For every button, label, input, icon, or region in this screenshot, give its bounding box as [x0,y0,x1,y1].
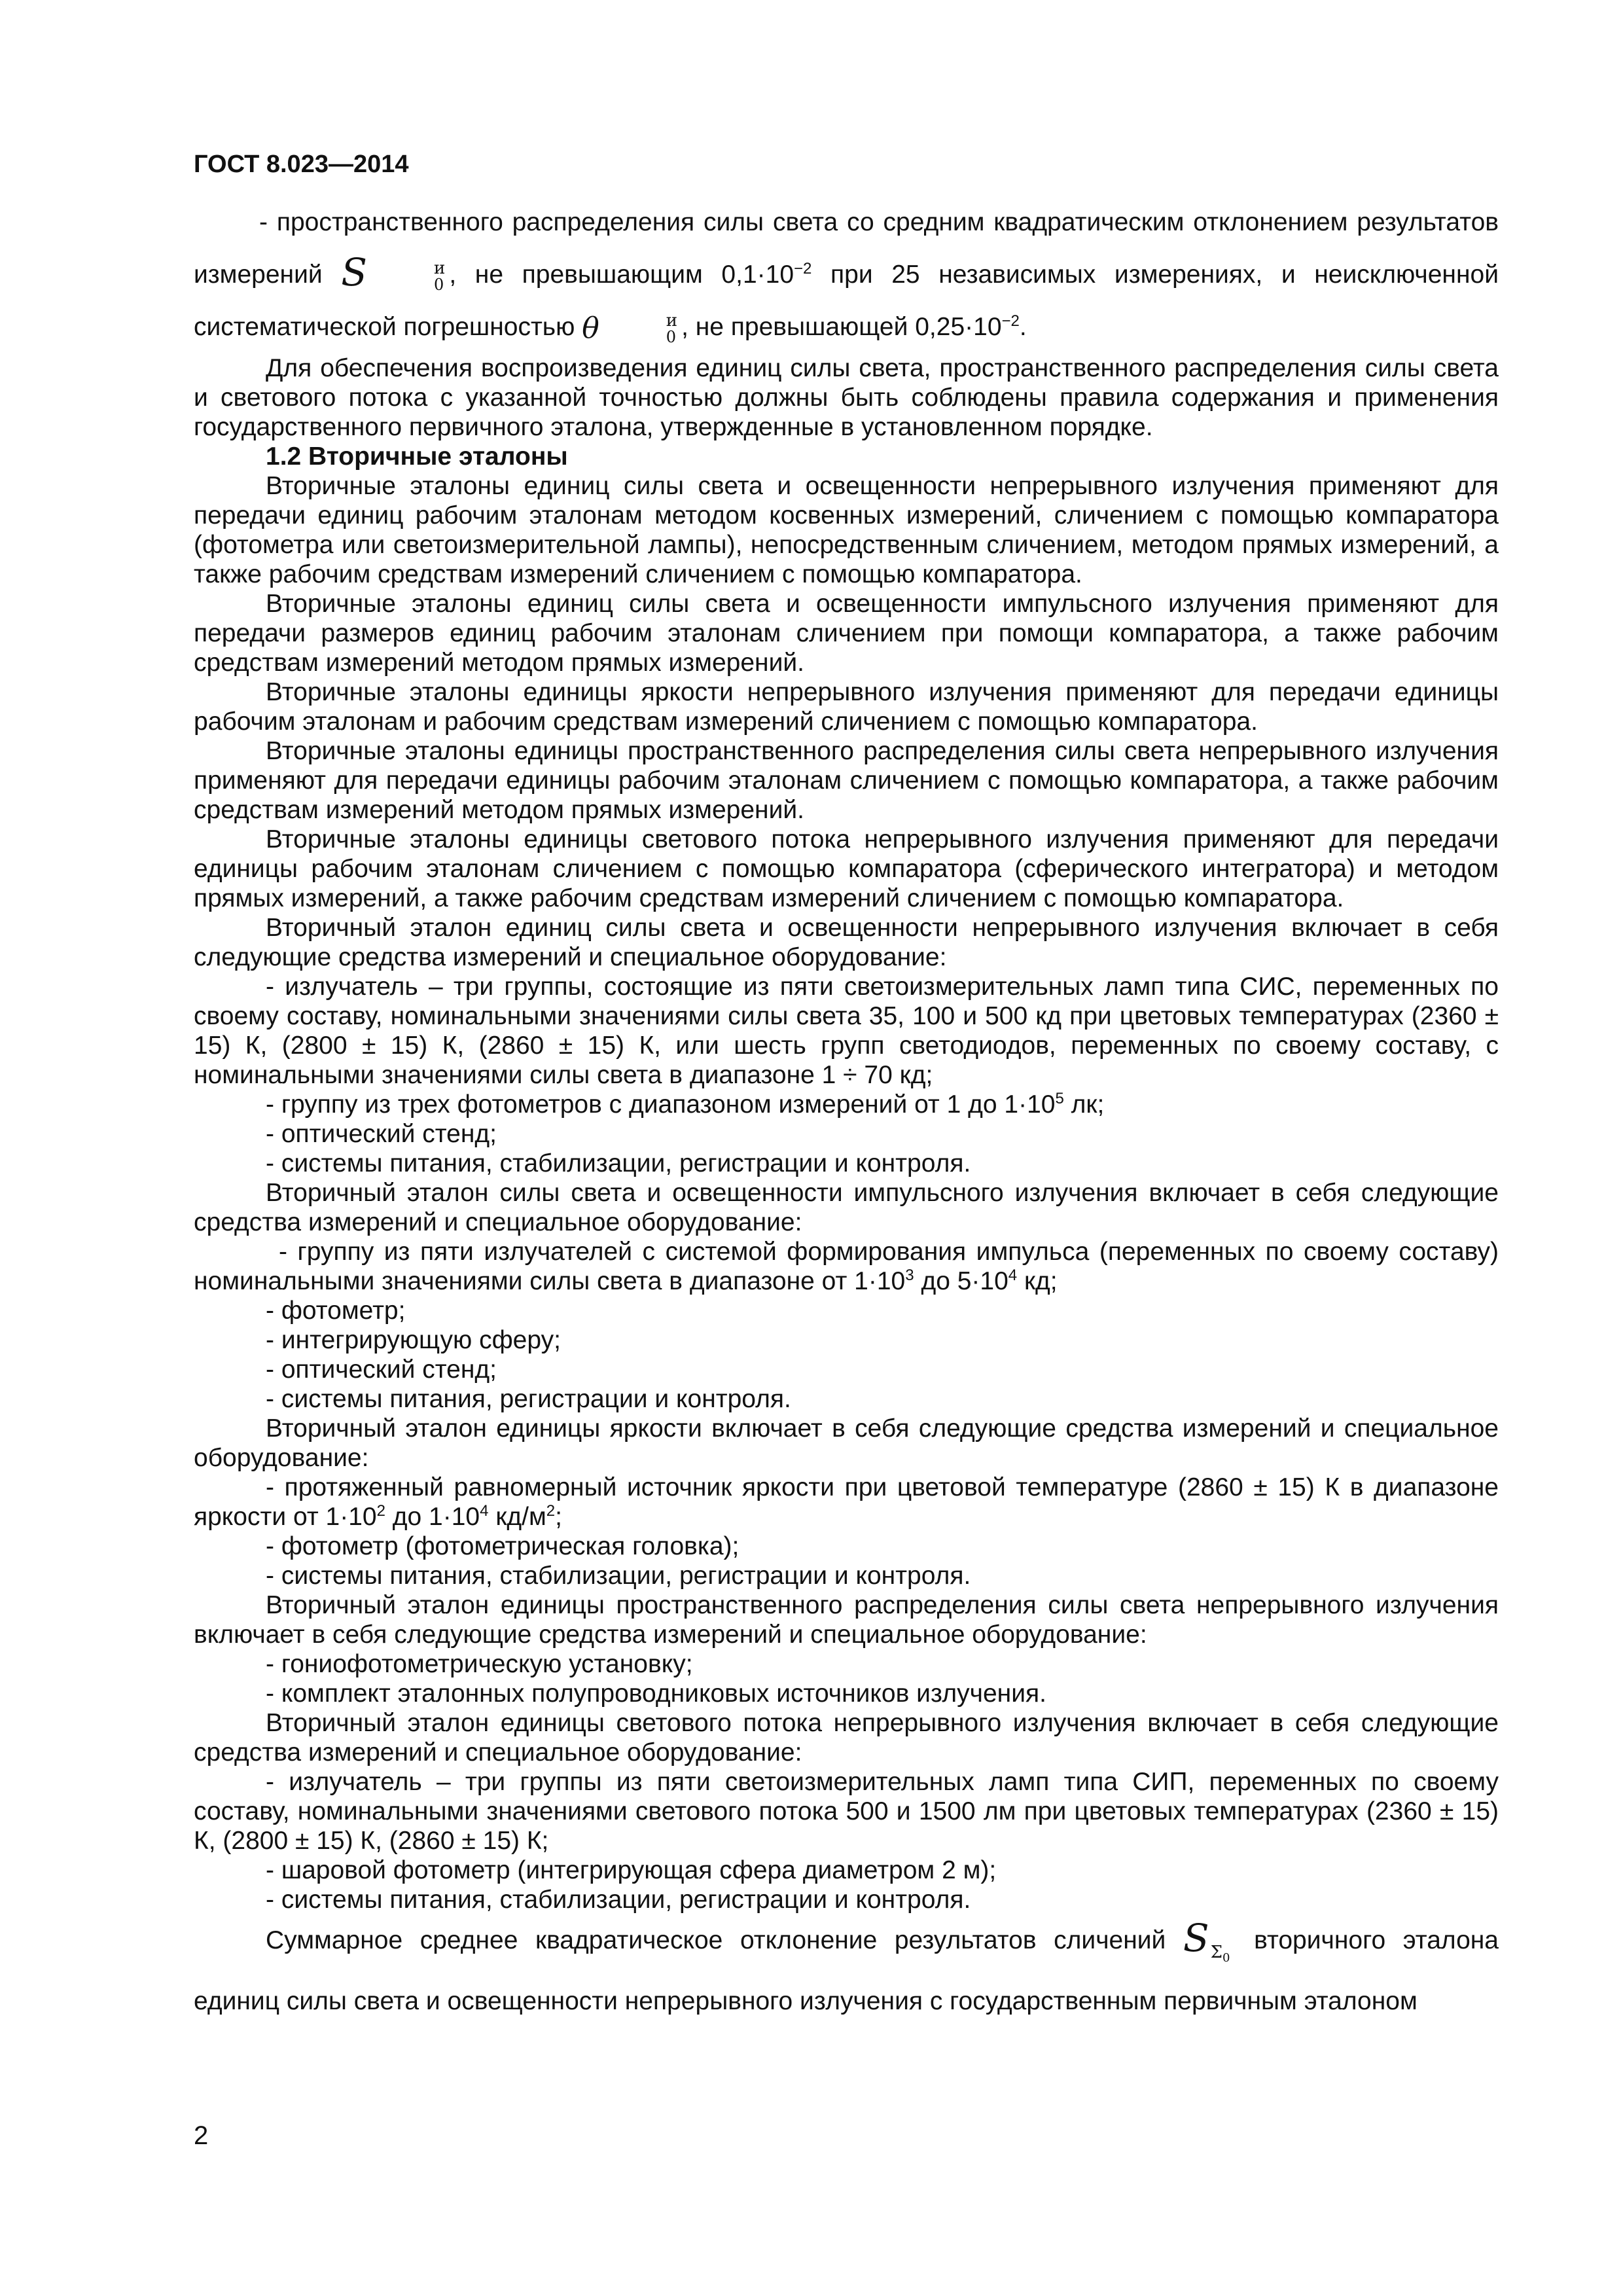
text-run: кд/м [488,1503,546,1531]
list-item: - системы питания, регистрации и контроля. [266,1385,791,1413]
symbol-s: S [1183,1916,1209,1960]
paragraph: Вторичные эталоны единиц силы света и освещенности импульсного излучения применяют для передачи размеров единиц рабочим эталонам сличением при помощи компаратора, а также рабочим средствам измерений методом прямых измерений. [194,590,1499,677]
text-run: , не превышающим 0,1·10 [449,260,794,289]
list-item [194,1237,1499,1296]
document-header: ГОСТ 8.023—2014 [194,151,409,178]
text-run: до 1·10 [385,1503,480,1531]
list-item: - шаровой фотометр (интегрирующая сфера диаметром 2 м); [266,1856,997,1884]
subscript-0: 0 [434,275,444,294]
subscript-0: 0 [666,327,676,346]
text-run: кд; [1017,1267,1058,1295]
paragraph: Вторичный эталон единицы яркости включает в себя следующие средства измерений и специальное оборудование: [194,1414,1499,1472]
paragraph: Вторичный эталон единицы пространственного распределения силы света непрерывного излучения включает в себя следующие средства измерений и специальное оборудование: [194,1591,1499,1649]
text-run: Суммарное среднее квадратическое отклонение результатов сличений [266,1926,1183,1954]
text-run: - протяженный равномерный источник яркости при цветовой температуре (2860 ± 15) К в диапазоне яркости от 1·10 [194,1473,1499,1531]
list-item: - оптический стенд; [266,1355,497,1384]
symbol-theta: θ [582,312,599,345]
list-item [194,1090,1499,1119]
exponent: −2 [794,260,812,278]
paragraph-intensity-distribution [194,196,1499,353]
exponent: −2 [1001,312,1020,330]
symbol-s: S [341,250,368,295]
paragraph: Вторичный эталон единицы светового потока непрерывного излучения включает в себя следующие средства измерений и специальное оборудование: [194,1709,1499,1767]
subscript-sigma-0 [1210,1943,1230,1965]
paragraph: Вторичные эталоны единицы яркости непрерывного излучения применяют для передачи единицы рабочим эталонам и рабочим средствам измерений сличением с помощью компаратора. [194,678,1499,736]
subscript-sigma: Σ [1210,1943,1223,1962]
list-item: - фотометр (фотометрическая головка); [266,1532,740,1560]
paragraph: Вторичный эталон единиц силы света и освещенности непрерывного излучения включает в себя следующие средства измерений и специальное оборудование: [194,914,1499,971]
exponent: 5 [1055,1090,1064,1107]
page-number: 2 [194,2121,209,2150]
text-run: вторичного эталона единиц силы света и освещенности непрерывного излучения с государственным первичным эталоном [194,1926,1499,2016]
superscript-i: и [666,310,678,331]
text-run: - группу из пяти излучателей с системой формирования импульса (переменных по своему составу) номинальными значениями силы света в диапазоне от 1·10 [194,1238,1499,1295]
list-item: - оптический стенд; [266,1120,497,1148]
symbol-s-indices [368,260,445,293]
list-item: - гониофотометрическую установку; [266,1650,693,1678]
list-item: - системы питания, стабилизации, регистрации и контроля. [266,1149,971,1177]
text-run: , не превышающей 0,25·10 [681,313,1002,341]
exponent: 4 [480,1502,489,1520]
exponent: 2 [376,1502,385,1520]
text-run: - группу из трех фотометров с диапазоном измерений от 1 до 1·10 [266,1090,1056,1119]
document-body [194,196,1499,2028]
paragraph: Вторичные эталоны единиц силы света и освещенности непрерывного излучения применяют для передачи единиц рабочим эталонам методом косвенных измерений, сличением с помощью компаратора (фотометра или светоизмерительной лампы), непосредственным сличением, методом прямых измерений, а также рабочим средствам измерений сличением с помощью компаратора. [194,472,1499,588]
text-run: при 25 независимых измерениях, и неисключенной систематической погрешностью [194,260,1499,341]
list-item: - комплект эталонных полупроводниковых источников излучения. [266,1679,1046,1708]
list-item [194,1473,1499,1532]
text-run: . [1019,313,1027,341]
subscript-0: 0 [1222,1951,1230,1965]
paragraph: Для обеспечения воспроизведения единиц силы света, пространственного распределения силы света и светового потока с указанной точностью должны быть соблюдены правила содержания и применения государственного первичного эталона, утвержденные в установленном порядке. [194,354,1499,441]
exponent: 4 [1008,1266,1018,1284]
exponent: 3 [905,1266,914,1284]
text-run: - пространственного распределения силы света со средним квадратическим отклонением результатов измерений [194,208,1499,289]
exponent: 2 [546,1502,556,1520]
section-heading: 1.2 Вторичные эталоны [266,442,568,471]
paragraph: Вторичные эталоны единицы пространственного распределения силы света непрерывного излучения применяют для передачи единицы рабочим эталонам сличением с помощью компаратора, а также рабочим средствам измерений методом прямых измерений. [194,737,1499,824]
text-run: ; [555,1503,562,1531]
list-item: - фотометр; [266,1297,406,1325]
superscript-i: и [434,258,446,278]
list-item: - излучатель – три группы из пяти светоизмерительных ламп типа СИП, переменных по своему составу, номинальными значениями светового потока 500 и 1500 лм при цветовых температурах (2360 ± 15) К, (2800 ± 15) К, (2860 ± 15) К; [194,1768,1499,1855]
list-item: - системы питания, стабилизации, регистрации и контроля. [266,1886,971,1914]
list-item: - интегрирующую сферу; [266,1326,561,1354]
list-item: - системы питания, стабилизации, регистрации и контроля. [266,1562,971,1590]
text-run: до 5·10 [914,1267,1008,1295]
list-item: - излучатель – три группы, состоящие из пяти светоизмерительных ламп типа СИС, переменных по своему составу, номинальными значениями силы света 35, 100 и 500 кд при цветовых температурах (2360 ± 15) К, (2800 ± 15) К, (2860 ± 15) К, или шесть групп светодиодов, переменных по своему составу, с номинальными значениями силы света в диапазоне 1 ÷ 70 кд; [194,973,1499,1089]
symbol-theta-indices [601,312,677,345]
paragraph-summary-deviation [194,1914,1499,2028]
paragraph: Вторичные эталоны единицы светового потока непрерывного излучения применяют для передачи единицы рабочим эталонам сличением с помощью компаратора (сферического интегратора) и методом прямых измерений, а также рабочим средствам измерений сличением с помощью компаратора. [194,825,1499,912]
text-run: лк; [1063,1090,1105,1119]
paragraph: Вторичный эталон силы света и освещенности импульсного излучения включает в себя следующие средства измерений и специальное оборудование: [194,1179,1499,1236]
